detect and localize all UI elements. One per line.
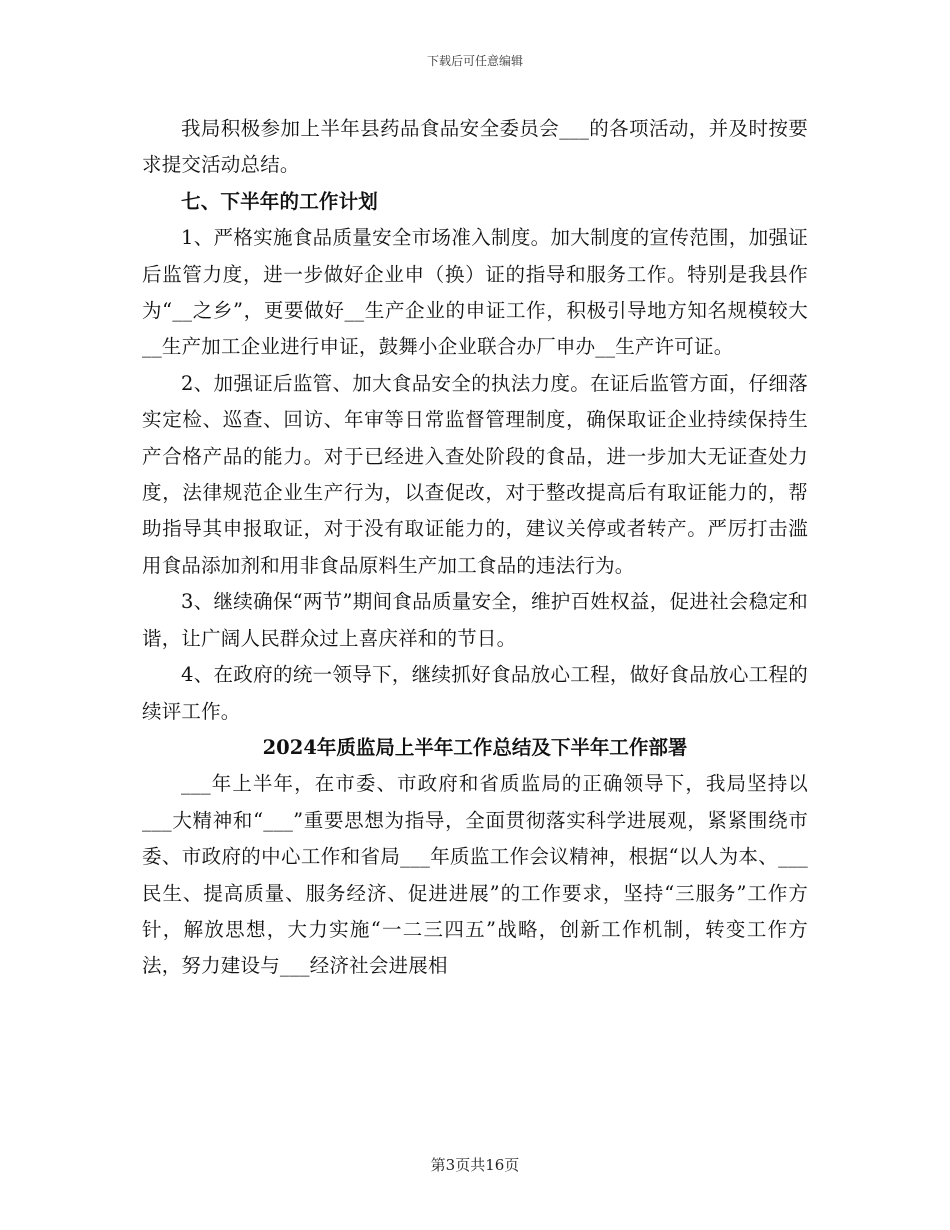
plan-item-4: 4、在政府的统一领导下，继续抓好食品放心工程，做好食品放心工程的续评工作。 xyxy=(142,663,808,723)
page-header-note: 下载后可任意编辑 xyxy=(426,54,523,68)
page-number: 第3页共16页 xyxy=(430,1156,520,1174)
plan-item-2: 2、加强证后监管、加大食品安全的执法力度。在证后监管方面，仔细落实定检、巡查、回访、年审等日常监督管理制度，确保取证企业持续保持生产合格产品的能力。对于已经进入查处阶段的食品，进一步加大无证查处力度，法律规范企业生产行为，以查促改，对于整改提高后有取证能力的，帮助指导其申报取证，对于没有取证能力的，建议关停或者转产。严厉打击滥用食品添加剂和用非食品原料生产加工食品的违法行为。 xyxy=(142,371,808,577)
article-intro: ___年上半年，在市委、市政府和省质监局的正确领导下，我局坚持以___大精神和“___”重要思想为指导，全面贯彻落实科学进展观，紧紧围绕市委、市政府的中心工作和省局___年质监工作会议精神，根据“以人为本、___民生、提高质量、服务经济、促进进展”的工作要求，坚持“三服务”工作方针，解放思想，大力实施“一二三四五”战略，创新工作机制，转变工作方法，努力建设与___经济社会进展相 xyxy=(142,772,808,978)
article-title: 2024年质监局上半年工作总结及下半年工作部署 xyxy=(262,735,688,759)
plan-item-3: 3、继续确保“两节”期间食品质量安全，维护百姓权益，促进社会稳定和谐，让广阔人民群众过上喜庆祥和的节日。 xyxy=(142,590,808,650)
paragraph-activities: 我局积极参加上半年县药品食品安全委员会___的各项活动，并及时按要求提交活动总结。 xyxy=(142,117,808,177)
document-body xyxy=(142,111,808,985)
section-heading: 七、下半年的工作计划 xyxy=(181,189,379,213)
plan-item-1: 1、严格实施食品质量安全市场准入制度。加大制度的宣传范围，加强证后监管力度，进一步做好企业申（换）证的指导和服务工作。特别是我县作为“__之乡”，更要做好__生产企业的申证工作，积极引导地方知名规模较大__生产加工企业进行申证，鼓舞小企业联合办厂申办__生产许可证。 xyxy=(142,226,808,359)
